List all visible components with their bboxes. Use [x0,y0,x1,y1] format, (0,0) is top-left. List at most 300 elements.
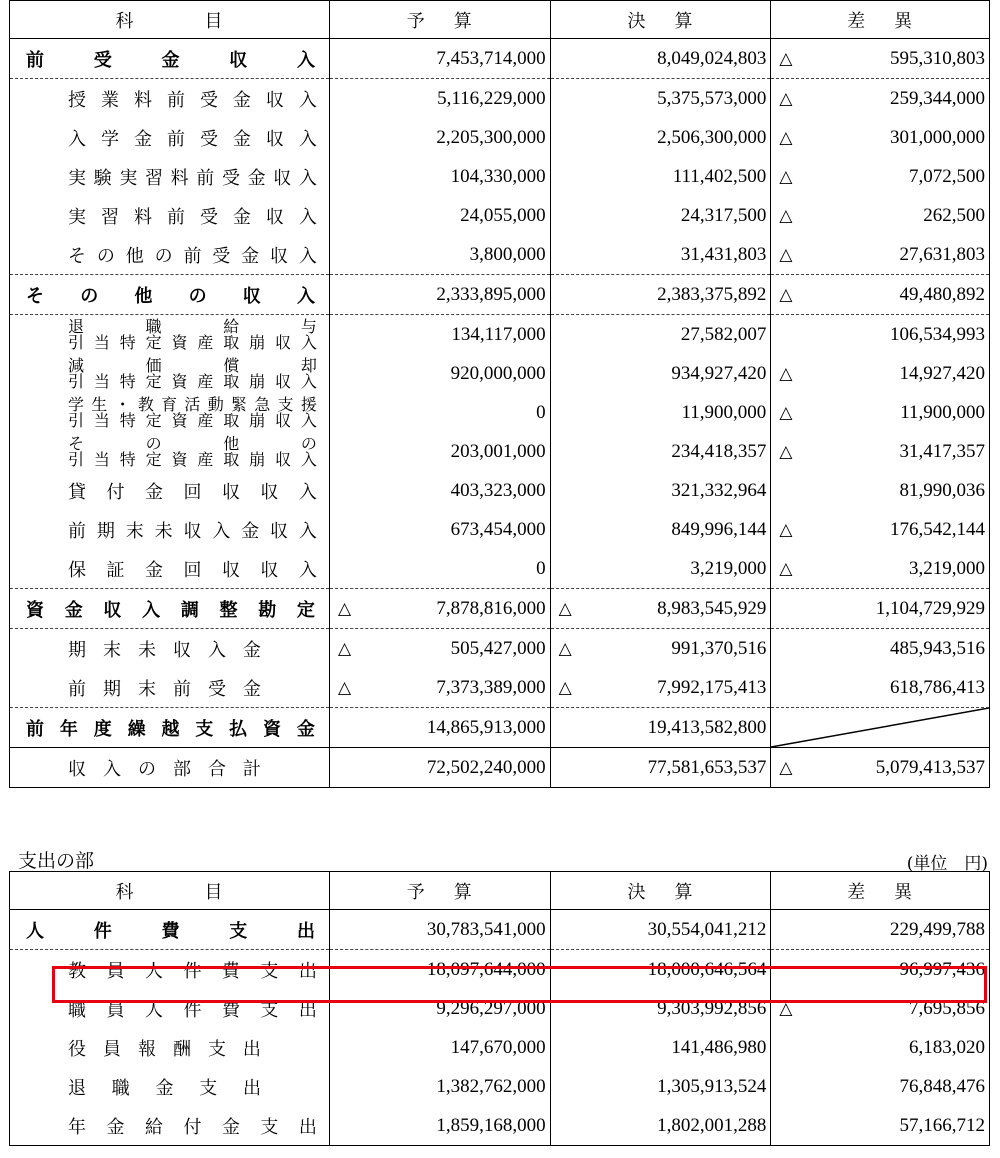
budget-cell-value: 7,373,389,000 [436,676,546,698]
diff-cell [771,629,990,669]
label-char: 入 [102,758,121,780]
budget-cell [329,748,550,788]
label-char: 期 [68,639,86,661]
subject-label [10,39,329,78]
actual-cell-content [551,127,771,149]
diff-cell-content [771,363,989,385]
budget-cell [329,235,550,275]
subject-two-line [10,315,329,354]
label-char: 前 [172,678,191,700]
diff-cell [771,471,990,510]
actual-cell-value: 19,413,582,800 [647,716,767,738]
budget-cell-value: 2,333,895,000 [436,283,546,305]
delta-mark: △ [779,48,793,69]
label-char: 産 [197,371,214,391]
label-char: 前 [166,206,185,228]
label-char: 引 [68,410,85,430]
diff-cell [771,1028,990,1067]
actual-cell-value: 30,554,041,212 [647,918,767,940]
subject-two-line [10,393,329,432]
budget-cell-value: 72,502,240,000 [426,756,546,778]
actual-cell-value: 2,383,375,892 [657,283,767,305]
diff-cell-content [771,127,989,149]
label-char: 差 [847,10,867,32]
actual-cell [550,629,771,669]
label-char: 収 [172,639,191,661]
actual-cell-value: 849,996,144 [671,518,767,540]
budget-cell [329,589,550,629]
label-char: 異 [894,10,914,32]
actual-cell-content [551,205,771,227]
label-char: 他 [125,245,144,267]
diff-cell-content [771,1115,989,1137]
budget-cell-value: 7,453,714,000 [436,47,546,69]
actual-cell [550,79,771,119]
table-row [10,1106,990,1146]
label-char: 出 [298,1116,317,1138]
label-char: 算 [453,881,473,903]
subject-cell [10,432,330,471]
label-char: 崩 [249,410,266,430]
label-char: 当 [93,371,110,391]
actual-cell-content [551,441,771,463]
label-char: 期 [96,520,115,542]
label-char: 取 [223,332,240,352]
label-char: 前 [26,718,44,740]
diff-cell-value: 618,786,413 [890,676,985,698]
label-char: 件 [183,999,202,1021]
budget-cell-content [330,244,550,266]
header-subject [10,872,330,910]
delta-mark: △ [558,638,572,659]
subject-line-2 [68,449,317,469]
label-char: 活 [184,394,201,414]
diff-cell-content [771,402,989,424]
diff-cell [771,315,990,355]
diff-cell-value: 485,943,516 [890,637,985,659]
label-char: 支 [260,960,279,982]
expense-section-caption: 支出の部 [18,850,95,872]
expense-table [9,871,990,1146]
budget-cell-value: 203,001,000 [450,440,546,462]
budget-cell [329,471,550,510]
label-char: 定 [296,599,315,621]
label-char: 差 [847,881,867,903]
label-char: 職 [145,316,162,336]
label-char: 退 [68,316,85,336]
label-char: 緊 [230,394,247,414]
label-char: 収 [260,481,279,503]
budget-cell [329,510,550,549]
label-char: 料 [133,89,152,111]
label-char: 受 [199,206,218,228]
label-char: 取 [223,449,240,469]
actual-cell-value: 7,992,175,413 [657,676,767,698]
actual-cell [550,315,771,355]
label-char: 職 [111,1077,130,1099]
label-char: 貸 [68,481,86,503]
header-budget [329,1,550,39]
header-actual-label [551,878,771,904]
actual-cell-value: 8,049,024,803 [657,47,767,69]
subject-label [10,235,329,274]
actual-cell-content [551,757,771,779]
label-char: 与 [300,316,317,336]
label-char: 実 [68,206,86,228]
label-char: 入 [298,206,317,228]
label-char: 出 [242,1038,261,1060]
delta-mark: △ [558,598,572,619]
table-row [10,708,990,748]
actual-cell-content [551,480,771,502]
subject-cell [10,157,330,196]
budget-cell-value: 920,000,000 [450,362,546,384]
diff-cell-content [771,558,989,580]
actual-cell-value: 77,581,653,537 [647,756,767,778]
diff-cell-content [771,598,989,620]
label-char: 支 [207,1038,226,1060]
label-char: 減 [68,355,85,375]
label-char: そ [26,285,44,307]
header-row [10,1,990,39]
subject-cell [10,275,330,315]
actual-cell [550,910,771,950]
label-char: 急 [254,394,271,414]
label-char: の [145,433,162,453]
budget-cell-content [330,48,550,70]
delta-mark: △ [779,244,793,265]
diff-cell [771,748,990,788]
label-char: 資 [171,332,188,352]
diff-cell-content [771,677,989,699]
subject-cell [10,1067,330,1106]
budget-cell-value: 505,427,000 [450,637,546,659]
actual-cell-value: 27,582,007 [680,323,767,345]
label-char: 酬 [172,1038,191,1060]
diff-cell [771,668,990,708]
label-char: 人 [26,920,44,942]
label-char: 末 [137,678,156,700]
budget-cell-content [330,1115,550,1137]
subject-label [10,668,329,707]
label-char: 退 [68,1077,86,1099]
diff-cell [771,393,990,432]
label-char: 回 [183,481,202,503]
label-char: 払 [229,718,248,740]
subject-cell [10,668,330,708]
label-char: 収 [221,481,240,503]
label-char: 金 [155,1077,174,1099]
delta-mark: △ [337,638,352,659]
label-char: 金 [241,245,260,267]
diff-cell-value: 259,344,000 [890,87,985,109]
table-row [10,118,990,157]
header-diff-label [771,7,989,33]
label-char: 実 [119,167,138,189]
label-char: 金 [241,520,260,542]
actual-cell [550,275,771,315]
actual-cell-content [551,919,771,941]
budget-cell-value: 24,055,000 [460,204,546,226]
label-char: 収 [273,167,292,189]
budget-cell-value: 3,800,000 [469,243,546,265]
actual-cell-content [551,677,771,699]
label-char: 人 [144,960,163,982]
delta-mark: △ [779,519,793,540]
label-char: 入 [298,481,317,503]
label-char: 入 [296,49,315,71]
header-budget-label [330,7,550,33]
budget-cell [329,629,550,669]
subject-line-2 [68,371,317,391]
label-char: の [300,433,317,453]
budget-cell-content [330,757,550,779]
header-diff [771,1,990,39]
diff-cell-value: 7,072,500 [909,165,985,187]
label-char: 収 [242,285,261,307]
label-char: 収 [183,520,202,542]
label-char: 員 [106,999,125,1021]
label-char: 金 [221,1116,240,1138]
diff-cell-content [771,166,989,188]
label-char: 決 [627,10,647,32]
table-row [10,354,990,393]
delta-mark: △ [779,558,793,579]
actual-cell-content [551,598,771,620]
label-char: 役 [68,1038,86,1060]
subject-label [10,79,329,118]
label-char: 整 [219,599,238,621]
label-char: 計 [242,758,261,780]
subject-cell [10,315,330,355]
actual-cell-content [551,166,771,188]
budget-cell-content [330,88,550,110]
label-char: 定 [145,410,162,430]
actual-cell-content [551,48,771,70]
label-char: 入 [298,520,317,542]
label-char: の [154,245,173,267]
label-char: 異 [894,881,914,903]
actual-cell-value: 234,418,357 [671,440,767,462]
budget-cell-content [330,598,550,620]
subject-label [10,910,329,949]
delta-mark: △ [779,757,793,778]
label-char: 授 [68,89,86,111]
actual-cell-value: 991,370,516 [671,637,767,659]
diff-cell [771,910,990,950]
subject-cell [10,549,330,589]
diff-cell-value: 301,000,000 [890,126,985,148]
subject-cell [10,910,330,950]
subject-label [10,1067,329,1106]
actual-cell [550,118,771,157]
label-char: 収 [221,559,240,581]
delta-mark: △ [779,284,793,305]
diff-cell [771,589,990,629]
subject-label [10,275,329,314]
label-char: 出 [242,1077,261,1099]
budget-cell-content [330,441,550,463]
label-char: 生 [91,394,108,414]
label-char: 調 [180,599,199,621]
subject-cell [10,471,330,510]
label-char: 出 [298,960,317,982]
subject-line-2 [68,410,317,430]
subject-cell [10,748,330,788]
label-char: 前 [68,520,86,542]
diff-cell-content [771,1076,989,1098]
label-char: 育 [161,394,178,414]
delta-mark: △ [779,402,793,423]
budget-cell-value: 673,454,000 [450,518,546,540]
actual-cell-content [551,324,771,346]
label-char: 入 [300,371,317,391]
actual-cell [550,708,771,748]
diff-cell-value: 31,417,357 [899,440,985,462]
label-char: 職 [68,999,86,1021]
budget-cell [329,275,550,315]
label-char: 予 [406,881,426,903]
actual-cell-content [551,1115,771,1137]
diff-cell [771,39,990,79]
budget-cell [329,1028,550,1067]
budget-cell-value: 7,878,816,000 [436,597,546,619]
budget-cell-content [330,558,550,580]
label-char: 業 [100,89,119,111]
label-char: 越 [161,718,180,740]
label-char: 資 [26,599,44,621]
label-char: 入 [300,410,317,430]
diff-cell-value: 229,499,788 [890,918,985,940]
actual-cell-content [551,1076,771,1098]
actual-cell [550,589,771,629]
label-char: 産 [197,332,214,352]
diff-cell-value: 7,695,856 [909,997,985,1019]
label-char: 年 [68,1116,86,1138]
table-row [10,157,990,196]
actual-cell [550,510,771,549]
label-char: 金 [144,559,163,581]
label-char: 入 [298,89,317,111]
table-row [10,275,990,315]
label-char: 入 [298,245,317,267]
label-char: 産 [197,449,214,469]
label-char: 繰 [127,718,146,740]
diff-cell [771,79,990,119]
label-char: の [137,758,156,780]
label-char: 学 [68,394,85,414]
label-char: 算 [674,881,694,903]
header-subject-label [10,878,329,904]
label-char: 算 [674,10,694,32]
actual-cell [550,748,771,788]
budget-cell-content [330,127,550,149]
table-row [10,235,990,275]
label-char: 価 [145,355,162,375]
actual-cell-content [551,88,771,110]
actual-cell [550,1067,771,1106]
budget-cell-value: 403,323,000 [450,479,546,501]
table-row [10,315,990,355]
table-row [10,196,990,235]
actual-cell [550,471,771,510]
actual-cell-content [551,717,771,739]
label-char: 当 [93,332,110,352]
label-char: 末 [125,520,144,542]
label-char: 金 [161,49,180,71]
label-char: 支 [195,718,214,740]
diff-cell-value: 5,079,413,537 [875,756,985,778]
diff-cell [771,549,990,589]
subject-label [10,118,329,157]
actual-cell [550,1106,771,1146]
label-char: 付 [106,481,125,503]
label-char: 資 [263,718,282,740]
label-char: 崩 [249,332,266,352]
label-char: 支 [260,1116,279,1138]
budget-cell [329,432,550,471]
actual-cell [550,157,771,196]
label-char: の [188,285,207,307]
subject-label [10,629,329,668]
label-char: 人 [144,999,163,1021]
diff-cell-content [771,205,989,227]
label-char: 引 [68,332,85,352]
subject-label [10,748,329,787]
budget-cell [329,1067,550,1106]
label-char: 受 [199,89,218,111]
diff-cell [771,196,990,235]
diff-cell [771,510,990,549]
label-char: 費 [161,920,180,942]
diff-cell-value: 81,990,036 [899,479,985,501]
diff-cell-value: 3,219,000 [909,557,985,579]
budget-cell-value: 18,097,644,000 [426,958,546,980]
label-char: 支 [229,920,248,942]
label-char: 未 [154,520,173,542]
label-char: 支 [260,999,279,1021]
budget-cell-content [330,1076,550,1098]
delta-mark: △ [779,127,793,148]
label-char: 入 [212,520,231,542]
table-row [10,629,990,669]
label-char: 他 [223,433,240,453]
label-char: 他 [134,285,153,307]
diff-cell-value: 14,927,420 [899,362,985,384]
subject-cell [10,196,330,235]
actual-cell [550,668,771,708]
label-char: 崩 [249,371,266,391]
label-char: 収 [270,520,289,542]
label-char: 定 [145,332,162,352]
label-char: 料 [133,206,152,228]
label-char: 保 [68,559,86,581]
label-char: 科 [115,10,135,32]
label-char: 引 [68,449,85,469]
label-char: 金 [242,639,261,661]
budget-cell-content [330,402,550,424]
diff-cell-content [771,441,989,463]
label-char: 引 [68,371,85,391]
budget-cell-content [330,919,550,941]
diff-cell [771,354,990,393]
budget-cell-content [330,205,550,227]
label-char: 入 [68,128,86,150]
table-row [10,1028,990,1067]
actual-cell-value: 9,303,992,856 [657,997,767,1019]
budget-cell-value: 1,382,762,000 [436,1075,546,1097]
header-row [10,872,990,910]
